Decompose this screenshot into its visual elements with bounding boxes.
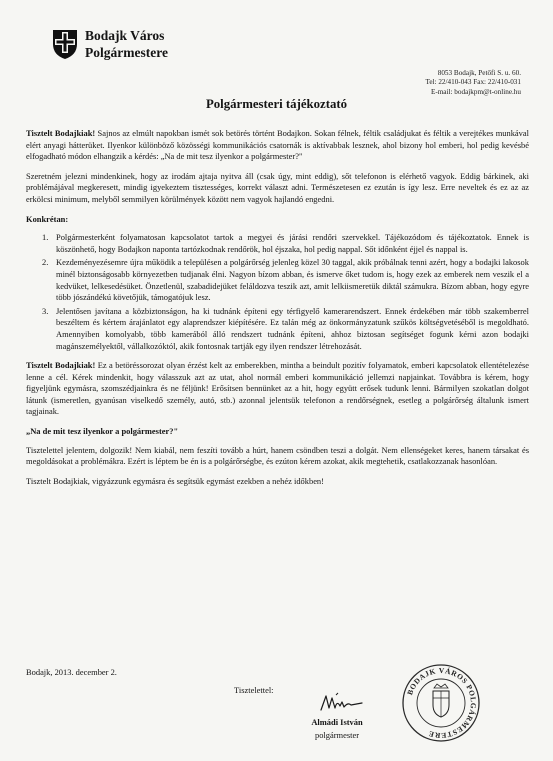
email: E-mail: bodajkpm@t-online.hu	[430, 87, 521, 96]
konkretan-heading: Konkrétan:	[26, 213, 69, 224]
list-item	[26, 306, 529, 352]
closing-salutation: Tisztelettel:	[234, 685, 274, 695]
org-name-line2: Polgármestere	[85, 44, 168, 60]
list-item-number: 3.	[42, 305, 49, 316]
coat-of-arms-icon	[52, 29, 78, 60]
org-header	[85, 28, 168, 61]
list-item-number: 2.	[42, 257, 49, 268]
letter-body	[26, 128, 529, 495]
intro-paragraph	[26, 128, 529, 163]
list-item-text: Polgármesterként folyamatosan kapcsolatot tartok a megyei és járási rendőri szervekkel. Tájékozódom és tájékoztatok. Ennek is köszönhető, hogy Bodajkon naponta tartózkodnak rendőrök, hol éjszaka, hol pedig nappal. Sőt időnként éjjel és nappal is.	[56, 232, 529, 254]
contact-block	[425, 69, 521, 97]
answer-paragraph: Tisztelettel jelentem, dolgozik! Nem kiabál, nem feszíti tovább a húrt, hanem csöndben teszi a dolgát. Nem ellenségeket keres, hanem társakat és megoldásokat a problémákra. Ezért is léptem be én is a polgárőrségbe, és ezúton kérem azokat, akik megtehetik, csatlakozzanak hasonlóan.	[26, 444, 529, 467]
appeal-text: Ez a betöréssorozat olyan érzést kelt az emberekben, mintha a beindult pozitív folyamatok, emberi kapcsolatok ellentételezése lenne a cél. Kérek mindenkit, hogy válasszuk azt az utat, ahol normál emberi kommunikáció jellemzi napjainkat. Továbbra is kérem, hogy figyeljünk egymásra, szomszédjainkra és ne féljünk! Erősítsen bennünket az a hit, hogy együtt erősek tudunk lenni. Bármilyen szokatlan dolgot látunk (ismeretlen, gyanúsan viselkedő személy, autó, stb.) azonnal jelentsük telefonon a rendőrségnek, esetleg a polgárőrség általunk ismert tagjainak.	[26, 360, 529, 417]
closing-paragraph: Tisztelt Bodajkiak, vigyázzunk egymásra és segítsük egymást ezekben a nehéz időkben!	[26, 475, 324, 486]
intro-text: Sajnos az elmúlt napokban ismét sok betörés történt Bodajkon. Sokan félnek, féltik családjukat és féltik a verejtékes munkával elért anyagi hátterüket. Ilyenkor különböző közösségi kommunikációs csatornák is aktívabbak lesznek, ahol bizony hol emberi, hol pedig kevésbé elfogadható módon elhangzik a kérdés: „Na de mit tesz ilyenkor a polgármester?"	[26, 128, 529, 162]
signature-scribble	[318, 690, 366, 714]
letter-date: Bodajk, 2013. december 2.	[26, 667, 117, 677]
svg-text:BODAJK VÁROS POLGÁRMESTERE	[405, 665, 478, 740]
document-title: Polgármesteri tájékoztató	[205, 97, 348, 111]
appeal-paragraph	[26, 360, 529, 418]
signatory-title: polgármester	[314, 730, 360, 740]
official-stamp	[401, 663, 481, 743]
intro-greeting: Tisztelt Bodajkiak!	[26, 128, 96, 138]
list-item-number: 1.	[42, 232, 49, 243]
office-paragraph: Szeretném jelezni mindenkinek, hogy az irodám ajtaja nyitva áll (csak úgy, mint eddig), sőt telefonon is elérhető vagyok. Eddig bárkinek, aki problémájával megkeresett, mindig igyekeztem tisztességes, korrekt választ adni. Természetesen ez ezután is így lesz. Erre neveltek és ez az az erkölcsi minimum, melyből semmilyen körülmények között nem vagyok hajlandó engedni.	[26, 170, 529, 204]
stamp-text: BODAJK VÁROS POLGÁRMESTERE	[405, 665, 479, 741]
appeal-greeting: Tisztelt Bodajkiak!	[26, 360, 96, 371]
signatory-name: Almádi István	[311, 717, 363, 727]
address: 8053 Bodajk, Petőfi S. u. 60.	[437, 69, 521, 77]
question-heading: „Na de mit tesz ilyenkor a polgármester?"	[26, 426, 179, 437]
phone-fax: Tel: 22/410-043 Fax: 22/410-031	[425, 78, 521, 87]
list-item	[26, 232, 529, 255]
list-item-text: Kezdeményezésemre újra működik a településen a polgárőrség jelenleg közel 30 taggal, akik próbálnak tenni azért, hogy a bodajki lakosok minél biztonságosabb környezetben tudjanak élni. Nagyon bízom abban, és ismerve őket tudom is, hogy ezek az emberek nem veszik el a kedvüket, lelkesedésüket. Önzetlenül, szabadidejüket feláldozva teszik azt, amit lelkiismeretük diktál számukra. Bízom abban, hogy egyre több jószándékú követőjük, támogatójuk lesz.	[56, 257, 529, 303]
list-item-text: Jelentősen javítana a közbiztonságon, ha ki tudnánk építeni egy térfigyelő kamerarendszert. Ennek érdekében már több szakemberrel beszéltem és kértem árajánlatot egy alaprendszer kiépítésére. Ez talán még az önkormányzatunk szűkös költségvetéséből is megoldható. Amennyiben komolyabb, több kamerából álló rendszert tudnánk építeni, ahhoz biztosan segítséget fogunk kérni azon bodajki magánszemélyektől, vállalkozóktól, akik fontosnak tartják egy ilyen rendszer létrehozását.	[56, 305, 529, 351]
measures-list	[26, 232, 529, 352]
org-name-line1: Bodajk Város	[85, 28, 165, 43]
list-item	[26, 257, 529, 303]
